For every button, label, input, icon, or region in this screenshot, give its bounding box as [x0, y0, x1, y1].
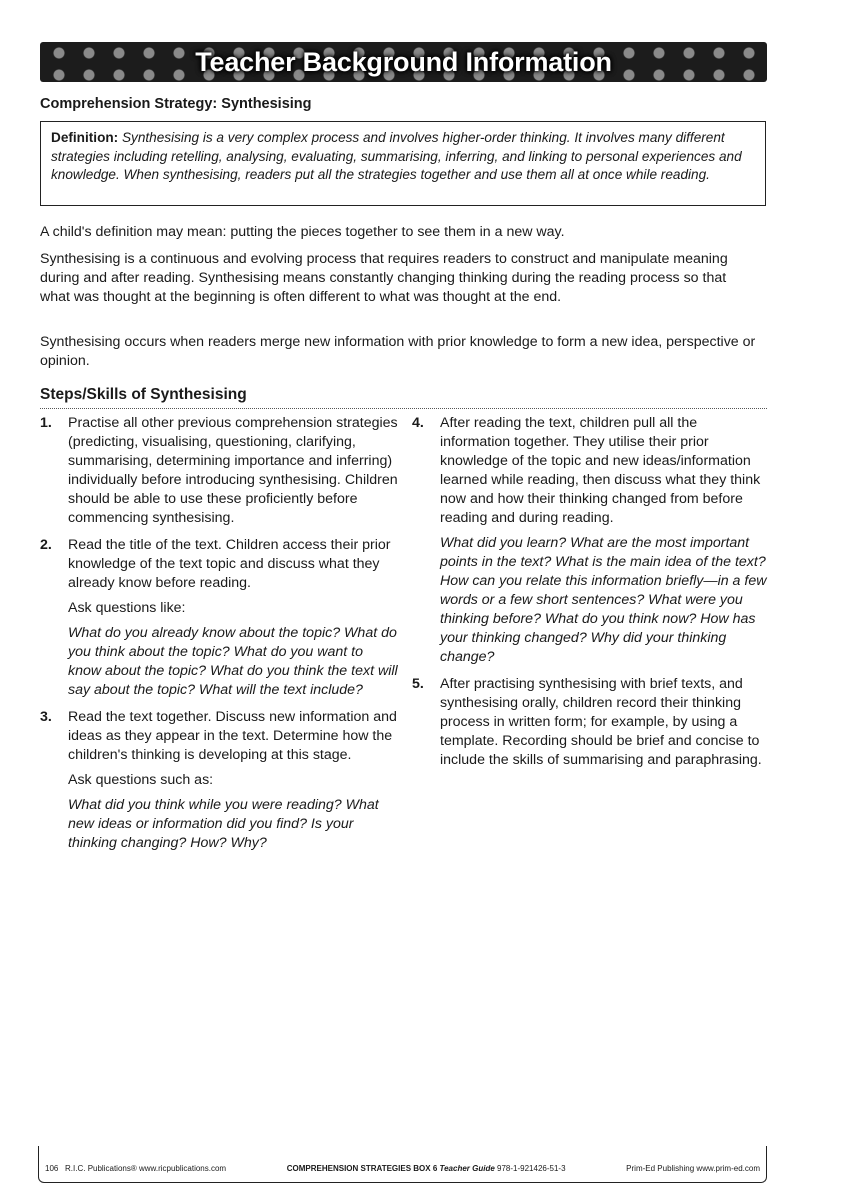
step-number: 4.: [412, 415, 424, 431]
step-1: [40, 414, 398, 528]
banner-title: Teacher Background Information: [195, 47, 612, 77]
footer-guide-label: Teacher Guide: [439, 1164, 495, 1173]
step-4: [412, 414, 768, 667]
step-number: 1.: [40, 415, 52, 431]
definition-box: [40, 121, 766, 206]
step-number: 5.: [412, 676, 424, 692]
step-ask-prompt: Ask questions like:: [68, 600, 186, 616]
step-3: [40, 708, 398, 853]
intro-paragraph-process: Synthesising is a continuous and evolving process that requires readers to construct and manipulate meaning during and after reading. Synthesising means constantly changing thinking during the reading process so that what was thought at the beginning is often different to what was thought at the end.: [40, 251, 728, 305]
step-questions: What do you already know about the topic? What do you think about the topic? What do you want to know about the topic? What do you think the text will say about the topic? What will the text include?: [68, 625, 398, 698]
definition-text: Synthesising is a very complex process and involves higher-order thinking. It involves many different strategies including retelling, analysing, evaluating, summarising, inferring, and linking to personal experiences and knowledge. When synthesising, readers put all the strategies together and use them all at once while reading.: [51, 130, 742, 182]
step-questions: What did you think while you were reading? What new ideas or information did you find? Is your thinking changing? How? Why?: [68, 797, 379, 851]
page-footer: [38, 1146, 767, 1183]
step-text: Read the title of the text. Children access their prior knowledge of the text topic and discuss what they already know before reading.: [68, 537, 391, 591]
step-number: 2.: [40, 537, 52, 553]
intro-paragraph-merge: Synthesising occurs when readers merge new information with prior knowledge to form a new idea, perspective or opinion.: [40, 334, 756, 369]
step-2: [40, 536, 398, 700]
page-banner: [40, 42, 767, 82]
step-questions: What did you learn? What are the most important points in the text? What is the main idea of the text? How can you relate this information briefly—in a few words or a few short sentences? What were you thinking before? What do you think now? How has your thinking changed? Why did your thinking change?: [440, 535, 767, 665]
definition-label: Definition:: [51, 130, 119, 145]
footer-isbn: 978-1-921426-51-3: [497, 1164, 566, 1173]
footer-publisher-left: R.I.C. Publications® www.ricpublications.com: [65, 1164, 227, 1173]
step-number: 3.: [40, 709, 52, 725]
footer-book-title: COMPREHENSION STRATEGIES BOX 6: [286, 1164, 438, 1173]
step-text: After practising synthesising with brief texts, and synthesising orally, children record their thinking process in written form; for example, by using a template. Recording should be brief and concise to include the skills of summarising and paraphrasing.: [440, 676, 762, 768]
steps-right-column: [412, 414, 768, 778]
steps-left-column: [40, 414, 398, 861]
strategy-heading: Comprehension Strategy: Synthesising: [40, 96, 312, 112]
footer-publisher-right: Prim-Ed Publishing www.prim-ed.com: [626, 1164, 760, 1173]
step-text: Practise all other previous comprehension strategies (predicting, visualising, questioning, clarifying, summarising, determining importance and inferring) individually before introducing synthesising. Children should be able to use these proficiently before commencing synthesising.: [68, 415, 398, 526]
step-ask-prompt: Ask questions such as:: [68, 772, 214, 788]
step-5: [412, 675, 768, 770]
intro-paragraph-child-definition: A child's definition may mean: putting the pieces together to see them in a new way.: [40, 224, 565, 240]
footer-page-number: 106: [45, 1164, 59, 1173]
step-text: After reading the text, children pull all the information together. They utilise their prior knowledge of the topic and new ideas/information learned while reading, then discuss what they think now and how their thinking changed from before reading and during reading.: [440, 415, 761, 526]
steps-heading: Steps/Skills of Synthesising: [40, 386, 767, 409]
step-text: Read the text together. Discuss new information and ideas as they appear in the text. Determine how the children's thinking is developing at this stage.: [68, 709, 397, 763]
